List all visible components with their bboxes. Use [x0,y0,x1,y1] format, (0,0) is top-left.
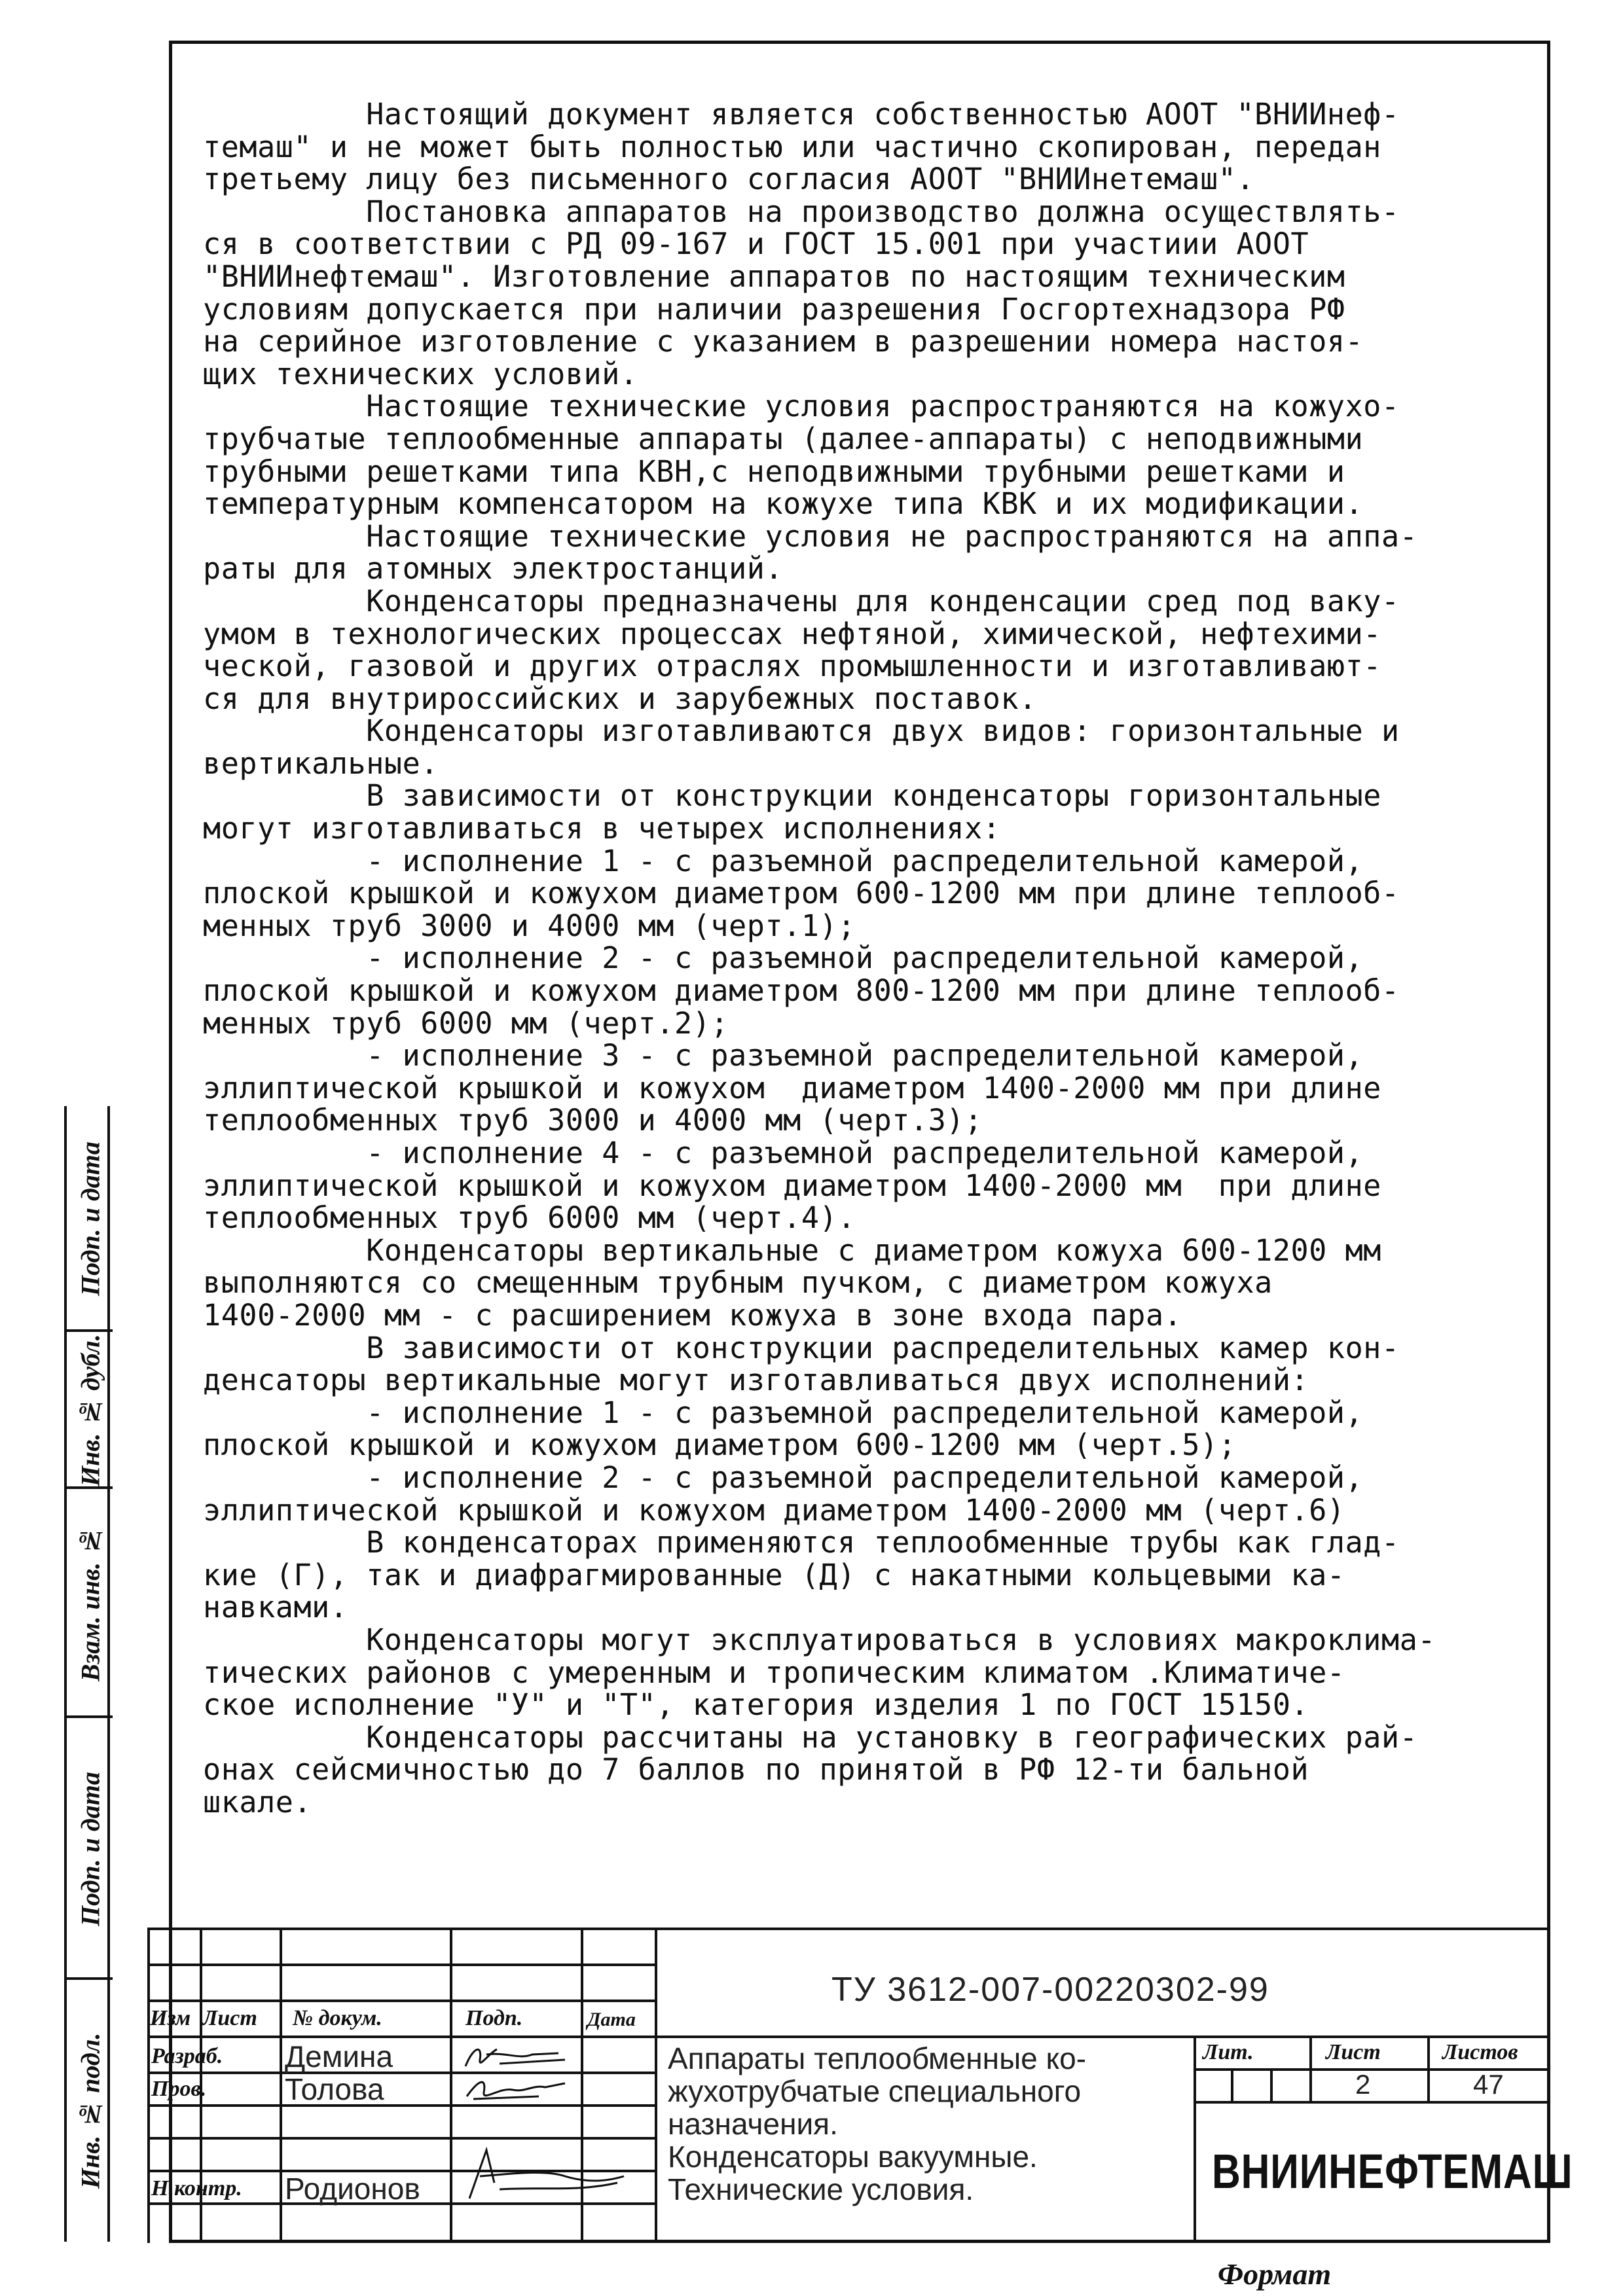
body-line: могут изготавливаться в четырех исполнениях: [203,811,1001,846]
tb-line-v [655,1928,657,2243]
header-n-dokum: № докум. [293,2006,382,2030]
signature-razrab [460,2040,572,2072]
body-line: тических районов с умеренным и тропическим климатом .Климатиче- [203,1655,1345,1690]
body-line: темаш" и не может быть полностью или частично скопирован, передан [203,129,1381,164]
side-cell-podp-data-bottom [67,1718,113,1980]
body-line: плоской крышкой и кожухом диаметром 600-1200 мм (черт.5); [203,1427,1237,1463]
body-line: - исполнение 4 - с разъемной распределительной камерой, [203,1136,1364,1170]
organization-name: ВНИИНЕФТЕМАШ [1212,2144,1573,2198]
body-line: "ВНИИнефтемаш". Изготовление аппаратов по настоящим техническим [203,259,1345,294]
body-line: - исполнение 1 - с разъемной распределительной камерой, [203,843,1364,878]
tb-line-v [1231,2068,1233,2101]
body-line: Конденсаторы вертикальные с диаметром кожуха 600-1200 мм [203,1232,1381,1268]
side-cell-vzam-inv [67,1489,113,1718]
tb-line-v [1270,2068,1273,2101]
body-line: умом в технологических процессах нефтяной, химической, нефтехими- [203,616,1381,651]
body-line: навками. [203,1590,348,1625]
format-label: Формат [1218,2257,1332,2291]
body-line: В зависимости от конструкции конденсаторы горизонтальные [203,778,1381,814]
side-cell-inv-podl [67,1980,113,2242]
signature-prov [460,2073,572,2104]
tb-line [147,2104,655,2107]
tb-line [147,1964,655,1966]
tb-line [147,2137,655,2140]
name-razrab: Демина [285,2039,393,2073]
body-line: Конденсаторы могут эксплуатироваться в условиях макроклима- [203,1622,1436,1657]
header-data: Дата [587,2009,636,2030]
title-block [147,1928,1573,2243]
body-line: ческой, газовой и других отраслях промышленности и изготавливают- [203,649,1381,684]
body-line: 1400-2000 мм - с расширением кожуха в зоне входа пара. [203,1297,1182,1333]
sheets-total: 47 [1473,2069,1504,2100]
body-line: менных труб 3000 и 4000 мм (черт.1); [203,908,856,943]
body-line: В конденсаторах применяются теплообменные трубы как глад- [203,1525,1400,1560]
body-line: теплообменных труб 6000 мм (черт.4). [203,1200,856,1236]
header-izm: Изм [150,2006,191,2030]
tb-line [147,2072,655,2074]
header-list: Лист [202,2006,257,2030]
title-line: жухотрубчатые специального [668,2074,1082,2108]
body-line: выполняются со смещенным трубным пучком, с диаметром кожуха [203,1265,1273,1300]
body-line: на серийное изготовление с указанием в разрешении номера настоя- [203,324,1364,359]
tb-line-v [147,1928,150,2243]
body-line: Конденсаторы предназначены для конденсации сред под ваку- [203,583,1400,619]
body-line: ся для внутрироссийских и зарубежных поставок. [203,681,1037,716]
body-line: плоской крышкой и кожухом диаметром 800-1200 мм при длине теплооб- [203,973,1400,1009]
tb-line [147,2000,655,2002]
body-line: эллиптической крышкой и кожухом диаметром 1400-2000 мм (черт.6) [203,1492,1345,1528]
side-label-podp-data-top: Подп. и дата [75,1141,105,1297]
body-line: - исполнение 2 - с разъемной распределительной камерой, [203,1460,1364,1495]
lit-label: Лит. [1203,2040,1254,2064]
body-line: эллиптической крышкой и кожухом диаметром 1400-2000 мм при длине [203,1070,1381,1105]
body-line: Конденсаторы рассчитаны на установку в географических рай- [203,1719,1418,1755]
signature-n-kontr [460,2144,630,2202]
side-label-inv-podl: Инв. № подл. [75,2032,105,2189]
tb-line-v [1194,2036,1196,2243]
document-title [668,2042,1086,2206]
body-line: - исполнение 2 - с разъемной распределительной камерой, [203,941,1364,976]
row-prov: Пров. [151,2077,207,2101]
body-line: эллиптической крышкой и кожухом диаметром 1400-2000 мм при длине [203,1168,1381,1203]
body-line: ское исполнение "У" и "Т", категория изделия 1 по ГОСТ 15150. [203,1687,1309,1723]
header-podp: Подп. [465,2006,523,2030]
body-line: плоской крышкой и кожухом диаметром 600-1200 мм при длине теплооб- [203,876,1400,911]
body-line: трубчатые теплообменные аппараты (далее-аппараты) с неподвижными [203,421,1364,456]
body-line: раты для атомных электростанций. [203,551,784,586]
side-label-inv-dubl: Инв. № дубл. [75,1334,105,1487]
body-line: вертикальные. [203,745,439,781]
body-line: ся в соответствии с РД 09-167 и ГОСТ 15.001 при участиии АООТ [203,226,1309,262]
sheet-number: 2 [1355,2069,1371,2100]
sheets-label: Листов [1442,2040,1518,2064]
document-body-text [203,98,1519,1818]
body-line: Постановка аппаратов на производство должна осуществлять- [203,194,1400,229]
title-line: Конденсаторы вакуумные. [668,2140,1038,2174]
body-line: условиям допускается при наличии разрешения Госгортехнадзора РФ [203,291,1345,327]
title-line: Аппараты теплообменные ко- [668,2041,1087,2075]
document-code: ТУ 3612-007-00220302-99 [831,1971,1269,2009]
body-line: трубными решетками типа КВН,с неподвижными трубными решетками и [203,454,1345,489]
tb-line-top [147,1928,1550,1930]
name-n-kontr: Родионов [285,2172,420,2206]
body-line: - исполнение 3 - с разъемной распределительной камерой, [203,1038,1364,1073]
body-line: Конденсаторы изготавливаются двух видов: горизонтальные и [203,713,1400,749]
side-stamp-labels [64,1106,110,2242]
tb-line-v [450,1928,452,2243]
body-line: шкале. [203,1784,312,1820]
body-line: третьему лицу без письменного согласия АООТ "ВНИИнетемаш". [203,162,1255,197]
side-cell-inv-dubl [67,1332,113,1489]
body-line: Настоящий документ является собственностью АООТ "ВНИИнеф- [203,97,1400,132]
side-label-vzam-inv: Взам. инв. № [75,1526,105,1681]
tb-line-mid [147,2036,1550,2038]
body-line: температурным компенсатором на кожухе типа КВК и их модификации. [203,486,1364,522]
name-prov: Толова [285,2072,384,2106]
title-line: Технические условия. [668,2172,974,2206]
body-line: щих технических условий. [203,356,638,391]
body-line: Настоящие технические условия не распространяются на аппа- [203,518,1418,554]
body-line: В зависимости от конструкции распределительных камер кон- [203,1330,1400,1365]
side-cell-podp-data-top [67,1106,113,1332]
tb-line [1194,2101,1550,2104]
sheet-label: Лист [1326,2040,1381,2064]
body-line: кие (Г), так и диафрагмированные (Д) с накатными кольцевыми ка- [203,1557,1345,1592]
title-line: назначения. [668,2107,838,2141]
tb-line-v [280,1928,282,2243]
tb-line-v [1427,2036,1430,2101]
body-line: денсаторы вертикальные могут изготавливаться двух исполнений: [203,1363,1309,1398]
body-line: теплообменных труб 3000 и 4000 мм (черт.3); [203,1103,983,1138]
body-line: Настоящие технические условия распространяются на кожухо- [203,389,1400,424]
tb-line-v [1309,2036,1312,2101]
side-label-podp-data-bottom: Подп. и дата [75,1772,105,1926]
body-line: - исполнение 1 - с разъемной распределительной камерой, [203,1395,1364,1430]
row-n-kontr: Н.контр. [151,2176,242,2200]
row-razrab: Разраб. [151,2044,223,2068]
body-line: менных труб 6000 мм (черт.2); [203,1005,729,1041]
body-line: онах сейсмичностью до 7 баллов по принятой в РФ 12-ти бальной [203,1752,1309,1787]
